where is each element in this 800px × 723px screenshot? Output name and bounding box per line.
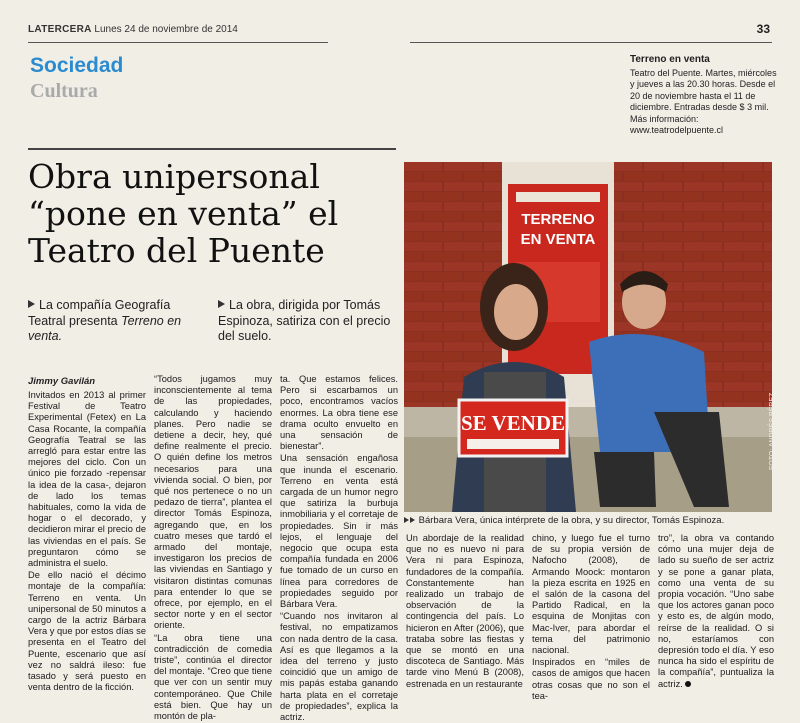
- column-2: [154, 374, 272, 722]
- column-6: [658, 533, 774, 690]
- deck-1: [28, 298, 203, 345]
- issue-date: Lunes 24 de noviembre de 2014: [94, 24, 238, 35]
- paragraph: Un abordaje de la realidad que no es nuevo ni para Vera ni para Espinoza, fundadores de la compañía. Constantemente han realizado un trabajo de observación de la contingencia del país. Lo hicieron en After (2006), que trataba sobre las fiestas y que se montó en una discoteca de Santiago. Más tarde vino Menú B (2008), estrenada en un restaurante: [406, 533, 524, 689]
- column-5: [532, 533, 650, 702]
- paragraph: “La obra tiene una contradicción de comedia triste”, continúa el director del montaje. “Creo que tiene que ver con un sentir muy contemporáneo. Que Chile está bien. Que hay un montón de pla-: [154, 632, 272, 722]
- headline-rule: [28, 148, 396, 150]
- paragraph: Invitados en 2013 al primer Festival de Teatro Experimental (Fetex) en La Casa Rocante, la compañía Geografía Teatral se las arregló para estar entre las mejores del ciclo. Con un único pie forzado -repensar la idea de la casa-, dejaron de lado los temas habituales, como la vida de hogar o el decorado, y decidieron mirar el precio de las viviendas en el país. Se preguntaron cómo se administra el suelo.: [28, 390, 146, 569]
- triangle-bullet-icon: [410, 517, 415, 523]
- article-photo: [404, 162, 772, 512]
- deck-2: [218, 298, 393, 345]
- paragraph: chino, y luego fue el turno de su propia versión de Nafocho (2008), de Armando Moock: montaron la pieza escrita en 1925 en el salón de la casona del Partido Radical, en la esquina de Monjitas con Mac-Iver, para abordar el tema del patrimonio nacional.: [532, 533, 650, 656]
- paragraph: Una sensación engañosa que inunda el escenario. Terreno en venta está cargada de un humor negro que satiriza la burbuja inmobiliaria y el corretaje de propiedades. Sin ir más lejos, el lenguaje del negocio que ocupa esta compañía fundada en 2006 fue tomado de un curso en línea para corredores de propiedades seguido por Bárbara Vera.: [280, 453, 398, 610]
- running-head: [28, 24, 238, 35]
- info-box: [630, 54, 780, 137]
- info-box-body: Teatro del Puente. Martes, miércoles y jueves a las 20.30 horas. Desde el 20 de noviembre hasta el 11 de diciembre. Entradas desde $ 3 mil. Más información:: [630, 67, 777, 124]
- header-rule-right: [410, 42, 772, 43]
- page-number: 33: [756, 22, 770, 36]
- triangle-bullet-icon: [28, 300, 35, 308]
- paragraph: Inspirados en “miles de casos de amigos que hacen otras cosas que no son el tea-: [532, 657, 650, 701]
- header-rule-left: [28, 42, 328, 43]
- photo-credit: FOTO: ANDRÉS PÉREZ: [769, 392, 776, 470]
- column-1: [28, 390, 146, 693]
- held-sign-text: SE VENDE: [460, 411, 566, 435]
- photo-caption-text: Bárbara Vera, única intérprete de la obra, y su director, Tomás Espinoza.: [418, 515, 725, 526]
- photo-illustration: [404, 162, 772, 512]
- end-mark-icon: [685, 681, 691, 687]
- info-box-title: Terreno en venta: [630, 54, 710, 65]
- deck-1-text: La compañía Geografía Teatral presenta: [28, 298, 171, 328]
- paragraph: “Todos jugamos muy inconscientemente al tema de las propiedades, calculando y haciendo planes. Pero nadie se detiene a decir, hey, qué define realmente el precio. O quién define los metros necesarios para una vivienda social. O bien, por qué nos pertenece o no un pedazo de tierra”, plantea el director Tomás Espinoza, agregando que, en los cuatro meses que tardó el armado del montaje, investigaron los precios de las viviendas en Santiago y visitaron distintas comunas para entender lo que se ofrece, por ejemplo, en el sector norte y en el sector oriente.: [154, 374, 272, 631]
- photo-caption: [404, 515, 772, 526]
- section-title: Sociedad: [30, 54, 124, 77]
- paragraph: De ello nació el décimo montaje de la compañía: Terreno en venta. Un unipersonal de 50 minutos a cargo de la actriz Bárbara Vera y que por estos días se presenta en el Teatro del Puente, escenario que así vez no saldrá ileso: fue tasado y será puesto en venta dentro de la ficción.: [28, 570, 146, 693]
- sign-line2: EN VENTA: [520, 231, 596, 248]
- column-3: [280, 374, 398, 723]
- deck-2-text: La obra, dirigida por Tomás Espinoza, satiriza con el precio del suelo.: [218, 298, 391, 343]
- deck-1-title: Terreno en venta.: [28, 313, 182, 343]
- paragraph: “Cuando nos invitaron al festival, no empatizamos con nada dentro de la casa. Así es que llegamos a la idea del terreno y justo coincidió que un amigo de mis papás estaba ganando harta plata en el corretaje de propiedades”, explica la actriz.: [280, 611, 398, 723]
- headline: Obra unipersonal “pone en venta” el Teatro del Puente: [28, 157, 339, 270]
- column-4: [406, 533, 524, 690]
- paragraph: ta. Que estamos felices. Pero si escarbamos un poco, encontramos vacíos enormes. La obra tiene ese drama oculto envuelto en una sensación de bienestar”.: [280, 374, 398, 452]
- sign-line1: TERRENO: [521, 211, 595, 228]
- newspaper-brand: LATERCERA: [28, 24, 92, 35]
- byline: Jimmy Gavilán: [28, 376, 96, 387]
- paragraph: tro”, la obra va contando cómo una mujer deja de lado su sueño de ser actriz y se pone a ganar plata, como una venta de su propia vocación. “Uno sabe que los actores ganan poco y esto es, de algún modo, reírse de la realidad. O si no, estaríamos con depresión todo el día. Y eso nunca ha sido el espíritu de la compañía”, puntualiza la actriz.: [658, 533, 774, 689]
- section-subtitle: Cultura: [30, 80, 98, 102]
- info-box-link[interactable]: www.teatrodelpuente.cl: [630, 125, 724, 135]
- triangle-bullet-icon: [404, 517, 409, 523]
- triangle-bullet-icon: [218, 300, 225, 308]
